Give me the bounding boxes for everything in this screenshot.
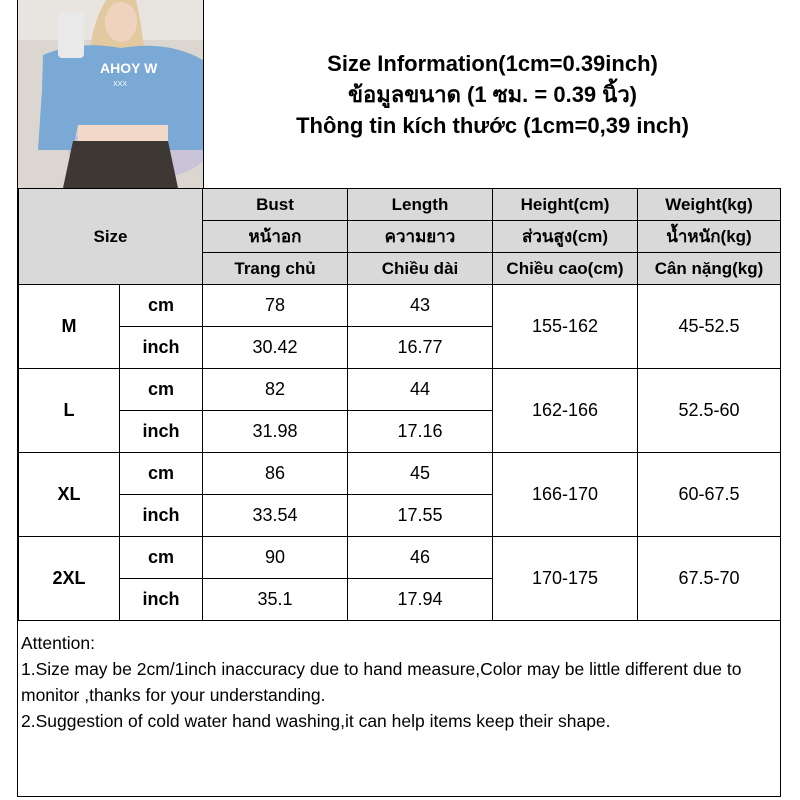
- length-header-vi: Chiều dài: [348, 253, 493, 285]
- unit-cell: cm: [120, 285, 203, 327]
- unit-cell: cm: [120, 537, 203, 579]
- length-cell: 44: [348, 369, 493, 411]
- size-info-thai: ข้อมูลขนาด (1 ซม. = 0.39 นิ้ว): [347, 81, 637, 107]
- height-cell: 166-170: [493, 453, 638, 537]
- bust-header-vi: Trang chủ: [203, 253, 348, 285]
- size-name-cell: L: [19, 369, 120, 453]
- height-header-en: Height(cm): [493, 189, 638, 221]
- unit-cell: cm: [120, 453, 203, 495]
- bust-header-en: Bust: [203, 189, 348, 221]
- height-header-th: ส่วนสูง(cm): [493, 221, 638, 253]
- bust-cell: 30.42: [203, 327, 348, 369]
- bust-cell: 33.54: [203, 495, 348, 537]
- length-cell: 16.77: [348, 327, 493, 369]
- attention-note-2: 2.Suggestion of cold water hand washing,it can help items keep their shape.: [21, 711, 611, 731]
- height-header-vi: Chiều cao(cm): [493, 253, 638, 285]
- table-row: [19, 537, 781, 579]
- table-row: [19, 369, 781, 411]
- bust-cell: 35.1: [203, 579, 348, 621]
- table-row: [19, 285, 781, 327]
- length-cell: 17.94: [348, 579, 493, 621]
- bust-cell: 90: [203, 537, 348, 579]
- height-cell: 162-166: [493, 369, 638, 453]
- unit-cell: cm: [120, 369, 203, 411]
- size-information-box: [204, 0, 781, 188]
- weight-header-en: Weight(kg): [638, 189, 781, 221]
- size-column-header: Size: [19, 189, 203, 285]
- shirt-print-subtext: XXX: [113, 81, 128, 88]
- length-cell: 45: [348, 453, 493, 495]
- bust-cell: 82: [203, 369, 348, 411]
- height-cell: 170-175: [493, 537, 638, 621]
- weight-header-vi: Cân nặng(kg): [638, 253, 781, 285]
- unit-cell: inch: [120, 411, 203, 453]
- bust-cell: 31.98: [203, 411, 348, 453]
- product-photo-illustration: [18, 0, 203, 188]
- unit-cell: inch: [120, 495, 203, 537]
- table-row: [19, 453, 781, 495]
- product-photo: [18, 0, 204, 188]
- size-info-english: Size Information(1cm=0.39inch): [327, 50, 658, 76]
- bust-cell: 78: [203, 285, 348, 327]
- size-name-cell: XL: [19, 453, 120, 537]
- weight-cell: 67.5-70: [638, 537, 781, 621]
- length-header-en: Length: [348, 189, 493, 221]
- size-name-cell: M: [19, 285, 120, 369]
- size-name-cell: 2XL: [19, 537, 120, 621]
- height-cell: 155-162: [493, 285, 638, 369]
- unit-cell: inch: [120, 327, 203, 369]
- attention-title: Attention:: [21, 633, 95, 653]
- weight-cell: 60-67.5: [638, 453, 781, 537]
- attention-note-1: 1.Size may be 2cm/1inch inaccuracy due to hand measure,Color may be little different due to monitor ,thanks for your understanding.: [21, 659, 742, 705]
- weight-header-th: น้ำหนัก(kg): [638, 221, 781, 253]
- size-chart-sheet: [17, 0, 781, 797]
- length-cell: 46: [348, 537, 493, 579]
- bust-header-th: หน้าอก: [203, 221, 348, 253]
- unit-cell: inch: [120, 579, 203, 621]
- weight-cell: 45-52.5: [638, 285, 781, 369]
- length-cell: 43: [348, 285, 493, 327]
- shirt-print-text: AHOY W: [100, 60, 158, 76]
- attention-notes: [21, 630, 779, 734]
- weight-cell: 52.5-60: [638, 369, 781, 453]
- length-cell: 17.55: [348, 495, 493, 537]
- header-row-english: [19, 189, 781, 221]
- size-info-vietnamese: Thông tin kích thước (1cm=0,39 inch): [296, 112, 689, 138]
- length-cell: 17.16: [348, 411, 493, 453]
- length-header-th: ความยาว: [348, 221, 493, 253]
- size-table: [18, 188, 780, 628]
- bust-cell: 86: [203, 453, 348, 495]
